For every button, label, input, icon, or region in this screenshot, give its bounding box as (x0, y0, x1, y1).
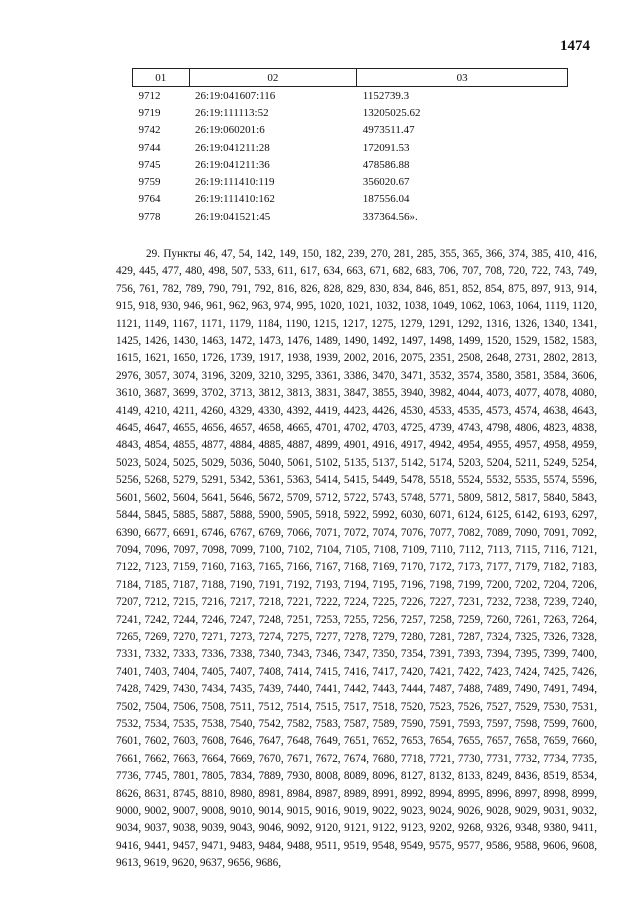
cadastral-number: 26:19:111113:52 (195, 106, 269, 119)
table-row (133, 191, 568, 208)
table-header-row (133, 69, 568, 87)
cadastral-table (132, 68, 568, 225)
cadastral-number: 26:19:041607:116 (195, 89, 276, 102)
cadastral-number: 26:19:060201:6 (195, 124, 265, 137)
cadastral-number: 26:19:111410:162 (195, 193, 275, 206)
paragraph-29 (116, 246, 597, 873)
row-number: 9778 (138, 210, 161, 223)
paragraph-text: 29. Пункты 46, 47, 54, 142, 149, 150, 182, 239, 270, 281, 285, 355, 365, 366, 374, 385, 410, 416, 429, 445, 477, 480, 498, 507, 533, 611, 617, 634, 663, 671, 682, 683, 706, 707, 708, 720, 722, 743, 749, 756, 761, 782, 789, 790, 791, 792, 816, 826, 828, 829, 830, 834, 846, 851, 852, 854, 875, 897, 913, 914, 915, 918, 930, 946, 961, 962, 963, 974, 995, 1020, 1021, 1032, 1038, 1049, 1062, 1063, 1064, 1119, 1120, 1121, 1149, 1167, 1171, 1179, 1184, 1190, 1215, 1217, 1275, 1279, 1291, 1292, 1316, 1326, 1340, 1341, 1425, 1426, 1430, 1463, 1472, 1473, 1476, 1489, 1490, 1492, 1497, 1498, 1499, 1520, 1529, 1582, 1583, 1615, 1621, 1650, 1726, 1739, 1917, 1938, 1939, 2002, 2016, 2075, 2351, 2508, 2648, 2731, 2802, 2813, 2976, 3057, 3074, 3196, 3209, 3210, 3295, 3361, 3386, 3470, 3471, 3532, 3574, 3580, 3581, 3584, 3606, 3610, 3687, 3699, 3702, 3713, 3812, 3813, 3831, 3847, 3855, 3940, 3982, 4044, 4073, 4077, 4078, 4080, 4149, 4210, 4211, 4260, 4329, 4330, 4392, 4419, 4423, 4426, 4530, 4533, 4535, 4573, 4574, 4638, 4643, 4645, 4647, 4655, 4656, 4657, 4658, 4665, 4701, 4702, 4703, 4725, 4739, 4743, 4798, 4806, 4823, 4838, 4843, 4854, 4855, 4877, 4884, 4885, 4887, 4899, 4901, 4916, 4917, 4942, 4954, 4955, 4957, 4958, 4959, 5023, 5024, 5025, 5029, 5036, 5040, 5061, 5102, 5135, 5137, 5142, 5174, 5203, 5204, 5211, 5249, 5254, 5256, 5268, 5279, 5291, 5342, 5361, 5363, 5414, 5415, 5449, 5478, 5518, 5524, 5532, 5535, 5574, 5596, 5601, 5602, 5604, 5641, 5646, 5672, 5709, 5712, 5722, 5743, 5748, 5771, 5809, 5812, 5817, 5840, 5843, 5844, 5845, 5885, 5887, 5888, 5900, 5905, 5918, 5922, 5992, 6030, 6071, 6124, 6125, 6142, 6193, 6297, 6390, 6677, 6691, 6746, 6767, 6769, 7066, 7071, 7072, 7074, 7076, 7077, 7082, 7089, 7090, 7091, 7092, 7094, 7096, 7097, 7098, 7099, 7100, 7102, 7104, 7105, 7108, 7109, 7110, 7112, 7113, 7115, 7116, 7121, 7122, 7123, 7159, 7160, 7163, 7165, 7166, 7167, 7168, 7169, 7170, 7172, 7173, 7177, 7179, 7182, 7183, 7184, 7185, 7187, 7188, 7190, 7191, 7192, 7193, 7194, 7195, 7196, 7198, 7199, 7200, 7202, 7204, 7206, 7207, 7212, 7215, 7216, 7217, 7218, 7221, 7222, 7224, 7225, 7226, 7227, 7231, 7232, 7238, 7239, 7240, 7241, 7242, 7244, 7246, 7247, 7248, 7251, 7253, 7255, 7256, 7257, 7258, 7259, 7260, 7261, 7263, 7264, 7265, 7269, 7270, 7271, 7273, 7274, 7275, 7277, 7278, 7279, 7280, 7281, 7287, 7324, 7325, 7326, 7328, 7331, 7332, 7333, 7336, 7338, 7340, 7343, 7346, 7347, 7350, 7354, 7391, 7393, 7394, 7395, 7399, 7400, 7401, 7403, 7404, 7405, 7407, 7408, 7414, 7415, 7416, 7417, 7420, 7421, 7422, 7423, 7424, 7425, 7426, 7428, 7429, 7430, 7434, 7435, 7439, 7440, 7441, 7442, 7443, 7444, 7487, 7488, 7489, 7490, 7491, 7494, 7502, 7504, 7506, 7508, 7511, 7512, 7514, 7515, 7517, 7518, 7520, 7523, 7526, 7527, 7529, 7530, 7531, 7532, 7534, 7535, 7538, 7540, 7542, 7582, 7583, 7587, 7589, 7590, 7591, 7593, 7597, 7598, 7599, 7600, 7601, 7602, 7603, 7608, 7646, 7647, 7648, 7649, 7651, 7652, 7653, 7654, 7655, 7657, 7658, 7659, 7660, 7661, 7662, 7663, 7664, 7669, 7670, 7671, 7672, 7674, 7680, 7718, 7721, 7730, 7731, 7732, 7734, 7735, 7736, 7745, 7801, 7805, 7834, 7889, 7930, 8008, 8089, 8096, 8127, 8132, 8133, 8249, 8436, 8519, 8534, 8626, 8631, 8745, 8810, 8980, 8981, 8984, 8987, 8989, 8991, 8992, 8994, 8995, 8996, 8997, 8998, 8999, 9000, 9002, 9007, 9008, 9010, 9014, 9015, 9016, 9019, 9022, 9023, 9024, 9026, 9028, 9029, 9031, 9032, 9034, 9037, 9038, 9039, 9043, 9046, 9092, 9120, 9121, 9122, 9123, 9202, 9268, 9326, 9348, 9380, 9411, 9416, 9441, 9457, 9471, 9483, 9484, 9488, 9511, 9519, 9548, 9549, 9575, 9577, 9586, 9588, 9606, 9608, 9613, 9619, 9620, 9637, 9656, 9686, (116, 248, 597, 870)
cadastral-value: 1152739.3 (362, 89, 410, 102)
table-header-cell: 02 (189, 69, 357, 87)
table-header-cell: 03 (357, 69, 568, 87)
cadastral-value: 4973511.47 (362, 124, 415, 137)
cadastral-value: 337364.56». (362, 210, 418, 223)
cadastral-value: 13205025.62 (362, 106, 421, 119)
cadastral-number: 26:19:041521:45 (195, 210, 271, 223)
cadastral-value: 356020.67 (362, 176, 410, 189)
row-number: 9744 (138, 141, 161, 154)
cadastral-value: 478586.88 (362, 158, 410, 171)
table-row (133, 156, 568, 173)
table-row (133, 104, 568, 121)
table-row (133, 122, 568, 139)
table-row (133, 139, 568, 156)
row-number: 9742 (138, 124, 161, 137)
row-number: 9764 (138, 193, 161, 206)
cadastral-value: 172091.53 (362, 141, 410, 154)
cadastral-number: 26:19:111410:119 (195, 176, 275, 189)
row-number: 9719 (138, 106, 161, 119)
cadastral-number: 26:19:041211:28 (195, 141, 270, 154)
row-number: 9712 (138, 89, 161, 102)
cadastral-number: 26:19:041211:36 (195, 158, 270, 171)
row-number: 9745 (138, 158, 161, 171)
table-row (133, 87, 568, 105)
table-header-cell: 01 (133, 69, 190, 87)
page-number: 1474 (560, 38, 590, 54)
table-row (133, 208, 568, 225)
cadastral-value: 187556.04 (362, 193, 410, 206)
table-row (133, 173, 568, 190)
row-number: 9759 (138, 176, 161, 189)
